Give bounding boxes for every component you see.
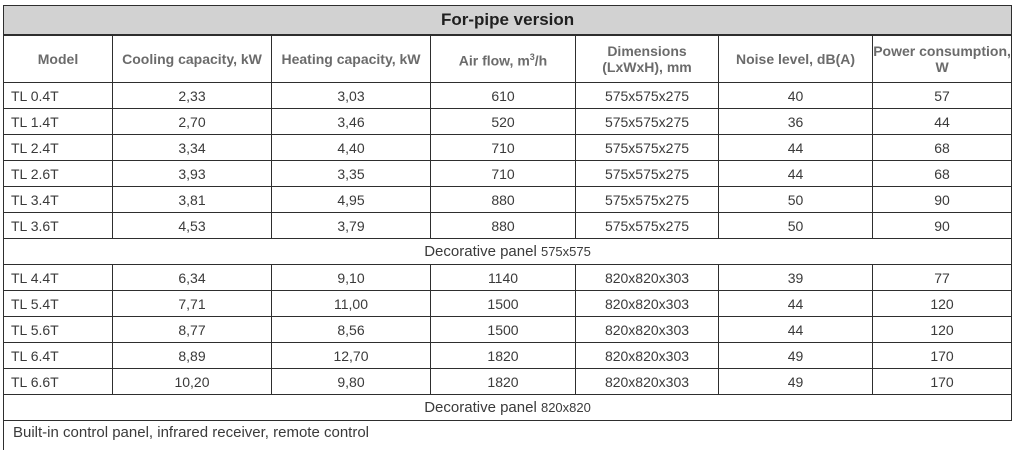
header-model: Model	[4, 35, 113, 83]
cell-dimensions: 575x575x275	[576, 213, 719, 239]
cell-power: 68	[873, 135, 1012, 161]
cell-heating: 4,95	[272, 187, 431, 213]
cell-air-flow: 1820	[431, 369, 576, 395]
cell-cooling: 3,93	[113, 161, 272, 187]
cell-cooling: 10,20	[113, 369, 272, 395]
table-row	[4, 291, 1012, 317]
cell-air-flow: 1500	[431, 317, 576, 343]
cell-heating: 9,10	[272, 265, 431, 291]
cell-air-flow: 1820	[431, 343, 576, 369]
cell-cooling: 3,81	[113, 187, 272, 213]
cell-heating: 11,00	[272, 291, 431, 317]
cell-model: TL 3.4T	[4, 187, 113, 213]
cell-power: 77	[873, 265, 1012, 291]
decorative-panel-cell	[4, 395, 1012, 421]
cell-dimensions: 820x820x303	[576, 343, 719, 369]
decorative-panel-cell	[4, 239, 1012, 265]
cell-power: 170	[873, 369, 1012, 395]
header-air-flow-sup: 3	[529, 52, 535, 63]
cell-model: TL 2.4T	[4, 135, 113, 161]
cell-model: TL 0.4T	[4, 83, 113, 109]
cell-dimensions: 575x575x275	[576, 135, 719, 161]
table-row	[4, 265, 1012, 291]
table-row	[4, 343, 1012, 369]
cell-air-flow: 1140	[431, 265, 576, 291]
cell-noise: 44	[719, 135, 873, 161]
header-air-flow	[431, 35, 576, 83]
cell-noise: 49	[719, 369, 873, 395]
cell-power: 90	[873, 187, 1012, 213]
cell-air-flow: 710	[431, 135, 576, 161]
cell-cooling: 8,77	[113, 317, 272, 343]
table-row	[4, 83, 1012, 109]
header-dimensions: Dimensions (LxWxH), mm	[576, 35, 719, 83]
cell-dimensions: 820x820x303	[576, 369, 719, 395]
cell-heating: 3,79	[272, 213, 431, 239]
decorative-panel-size: 575x575	[540, 244, 591, 259]
header-power-consumption: Power consumption, W	[873, 35, 1012, 83]
cell-dimensions: 575x575x275	[576, 109, 719, 135]
cell-noise: 36	[719, 109, 873, 135]
cell-power: 57	[873, 83, 1012, 109]
cell-noise: 49	[719, 343, 873, 369]
title-row	[4, 6, 1012, 36]
table-title: For-pipe version	[4, 6, 1012, 36]
cell-dimensions: 820x820x303	[576, 265, 719, 291]
table-row	[4, 213, 1012, 239]
cell-model: TL 3.6T	[4, 213, 113, 239]
decorative-panel-row	[4, 395, 1012, 421]
cell-power: 170	[873, 343, 1012, 369]
cell-noise: 50	[719, 187, 873, 213]
cell-noise: 44	[719, 161, 873, 187]
cell-heating: 3,46	[272, 109, 431, 135]
cell-cooling: 6,34	[113, 265, 272, 291]
cell-noise: 40	[719, 83, 873, 109]
cell-dimensions: 575x575x275	[576, 83, 719, 109]
cell-model: TL 2.6T	[4, 161, 113, 187]
cell-power: 120	[873, 317, 1012, 343]
cell-dimensions: 820x820x303	[576, 291, 719, 317]
table-row	[4, 109, 1012, 135]
table-row	[4, 161, 1012, 187]
cell-heating: 3,03	[272, 83, 431, 109]
cell-cooling: 7,71	[113, 291, 272, 317]
cell-air-flow: 520	[431, 109, 576, 135]
table-row	[4, 369, 1012, 395]
cell-cooling: 8,89	[113, 343, 272, 369]
cell-noise: 44	[719, 317, 873, 343]
cell-noise: 50	[719, 213, 873, 239]
cell-air-flow: 710	[431, 161, 576, 187]
decorative-panel-size: 820x820	[540, 400, 591, 415]
decorative-panel-row	[4, 239, 1012, 265]
cell-heating: 3,35	[272, 161, 431, 187]
table-row	[4, 135, 1012, 161]
cell-heating: 4,40	[272, 135, 431, 161]
decorative-panel-label: Decorative panel	[424, 399, 537, 416]
cell-model: TL 4.4T	[4, 265, 113, 291]
cell-model: TL 6.4T	[4, 343, 113, 369]
cell-model: TL 5.4T	[4, 291, 113, 317]
cell-air-flow: 880	[431, 213, 576, 239]
cell-air-flow: 610	[431, 83, 576, 109]
cell-cooling: 3,34	[113, 135, 272, 161]
cell-heating: 9,80	[272, 369, 431, 395]
spec-table-container	[3, 5, 1011, 450]
decorative-panel-label: Decorative panel	[424, 243, 537, 260]
cell-power: 120	[873, 291, 1012, 317]
footer-row	[4, 421, 1012, 451]
header-row	[4, 35, 1012, 83]
header-air-flow-unit: /h	[534, 52, 548, 69]
cell-model: TL 5.6T	[4, 317, 113, 343]
cell-model: TL 6.6T	[4, 369, 113, 395]
cell-heating: 8,56	[272, 317, 431, 343]
cell-noise: 39	[719, 265, 873, 291]
cell-air-flow: 880	[431, 187, 576, 213]
cell-cooling: 2,70	[113, 109, 272, 135]
cell-noise: 44	[719, 291, 873, 317]
cell-dimensions: 575x575x275	[576, 187, 719, 213]
cell-dimensions: 820x820x303	[576, 317, 719, 343]
table-row	[4, 317, 1012, 343]
header-heating-capacity: Heating capacity, kW	[272, 35, 431, 83]
cell-power: 44	[873, 109, 1012, 135]
cell-power: 90	[873, 213, 1012, 239]
cell-cooling: 2,33	[113, 83, 272, 109]
header-air-flow-text: Air flow, m	[458, 52, 530, 69]
header-cooling-capacity: Cooling capacity, kW	[113, 35, 272, 83]
cell-model: TL 1.4T	[4, 109, 113, 135]
table-row	[4, 187, 1012, 213]
spec-table	[3, 5, 1012, 450]
cell-cooling: 4,53	[113, 213, 272, 239]
footer-note: Built-in control panel, infrared receiver, remote control	[4, 421, 1012, 451]
cell-dimensions: 575x575x275	[576, 161, 719, 187]
header-noise-level: Noise level, dB(A)	[719, 35, 873, 83]
cell-power: 68	[873, 161, 1012, 187]
cell-heating: 12,70	[272, 343, 431, 369]
cell-air-flow: 1500	[431, 291, 576, 317]
